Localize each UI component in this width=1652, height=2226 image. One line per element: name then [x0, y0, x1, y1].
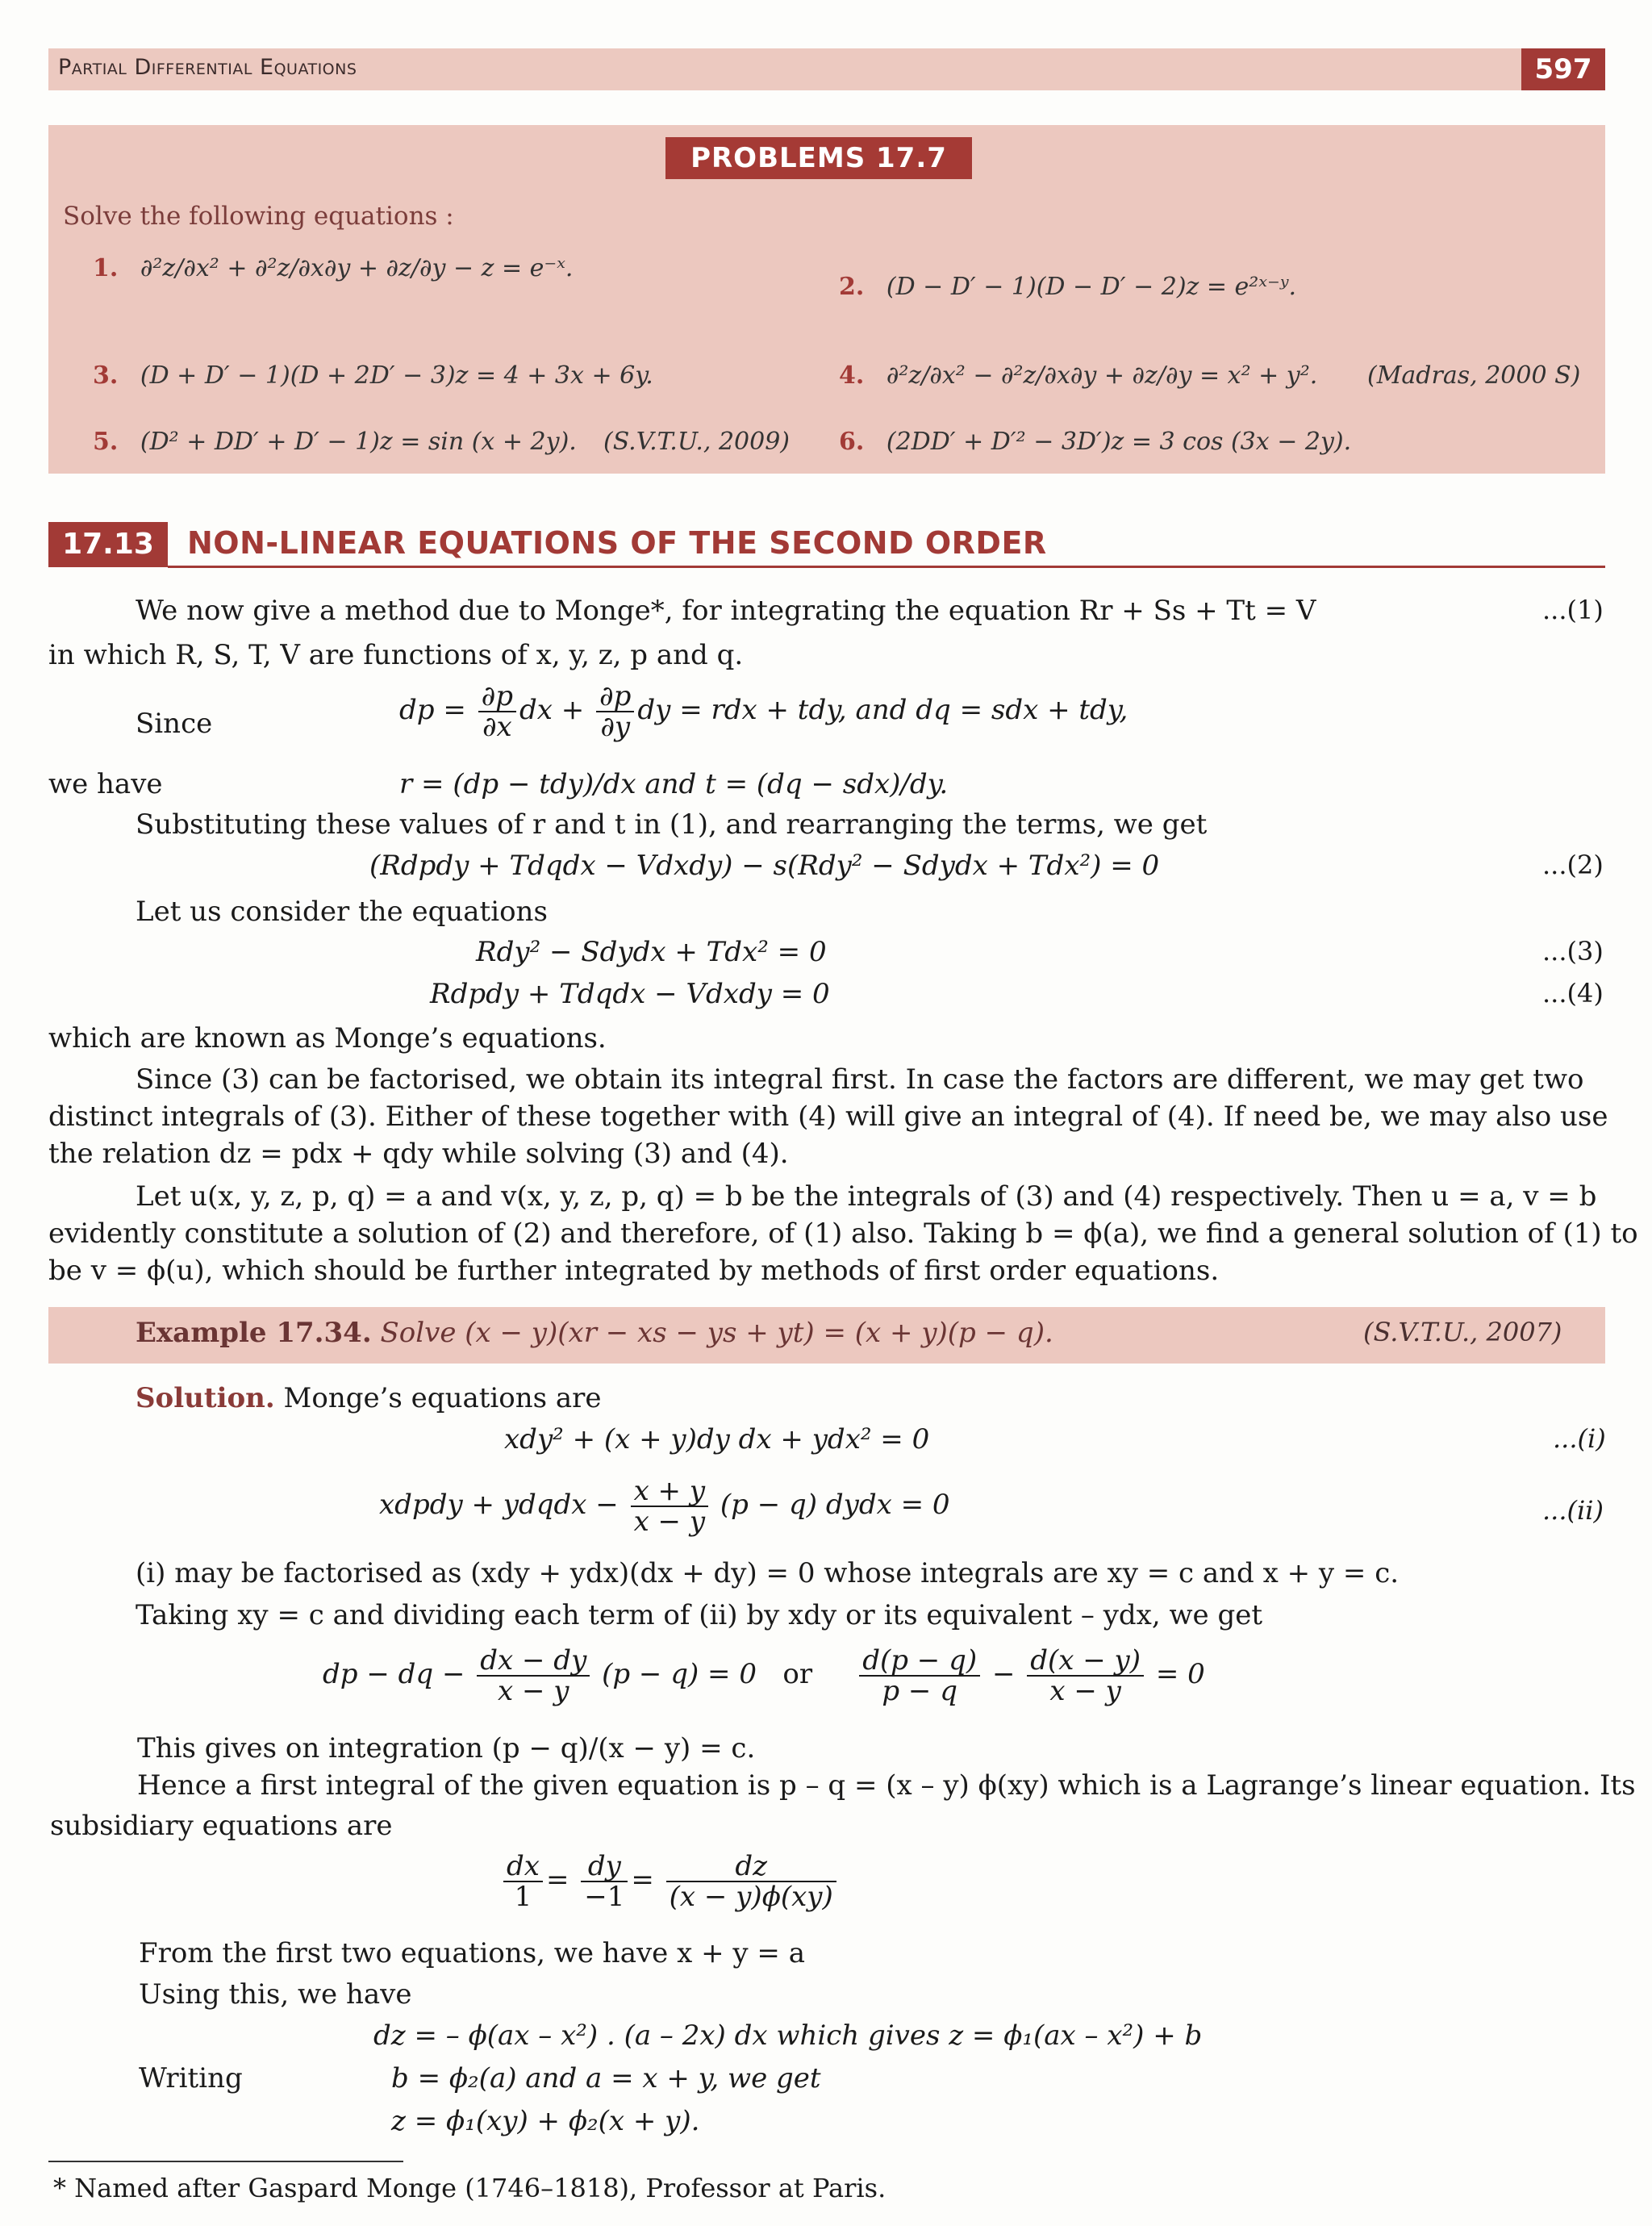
paragraph-3-line-1: Let u(x, y, z, p, q) = a and v(x, y, z, p, q) = b be the integrals of (3) and (4) respectively. Then u = a, v = b [136, 1180, 1597, 1213]
paragraph-2-line-3: the relation dz = pdx + qdy while solving (3) and (4). [48, 1138, 789, 1170]
problems-label: PROBLEMS 17.7 [665, 137, 972, 179]
example-statement: Solve (x − y)(xr − xs − ys + yt) = (x + y)(p − q). [380, 1317, 1053, 1349]
footnote: * Named after Gaspard Monge (1746–1818), Professor at Paris. [53, 2173, 886, 2203]
example-source: (S.V.T.U., 2007) [1363, 1317, 1562, 1347]
equation-ii-tail: (p − q) dydx = 0 [720, 1489, 950, 1521]
page-number: 597 [1521, 48, 1605, 90]
equation-ii-head: xdpdy + ydqdx − [379, 1489, 619, 1521]
solution-line-4b: subsidiary equations are [50, 1810, 393, 1842]
equation-4: Rdpdy + Tdqdx − Vdxdy = 0 [430, 978, 830, 1010]
solution-line-2: Taking xy = c and dividing each term of (ii) by xdy or its equivalent – ydx, we get [136, 1599, 1263, 1631]
paragraph-3-line-3: be v = ϕ(u), which should be further integrated by methods of first order equations. [48, 1255, 1220, 1287]
solution-line-1: (i) may be factorised as (xdy + ydx)(dx + dy) = 0 whose integrals are xy = c and x + y = c. [136, 1557, 1400, 1589]
fraction: $\frac{dx - dy}{x - y}$ [477, 1646, 590, 1706]
equation-label-2: ...(2) [1542, 850, 1604, 880]
equation-label-i: ...(i) [1553, 1423, 1606, 1454]
solution-line-9: z = ϕ₁(xy) + ϕ₂(x + y). [391, 2105, 700, 2137]
paragraph-1a: We now give a method due to Monge*, for integrating the equation Rr + Ss + Tt = V [136, 595, 1316, 627]
equation-i: xdy² + (x + y)dy dx + ydx² = 0 [504, 1423, 930, 1455]
solution-line-3: This gives on integration (p − q)/(x − y) = c. [137, 1732, 756, 1765]
fraction: $\frac{d(x - y)}{x - y}$ [1027, 1646, 1144, 1706]
fraction: $\frac{dz}{(x - y)\phi(xy)}$ [666, 1852, 836, 1911]
fraction: $\frac{d(p - q)}{p - q}$ [859, 1646, 980, 1706]
fraction: $\frac{dy}{-1}$ [581, 1852, 628, 1911]
problem-4 [839, 361, 1317, 390]
solution-line-4a: Hence a first integral of the given equation is p – q = (x – y) ϕ(xy) which is a Lagrange’s linear equation. Its [137, 1769, 1636, 1802]
paragraph-2-line-2: distinct integrals of (3). Either of these together with (4) will give an integral of (4). If need be, we may also use [48, 1100, 1608, 1133]
equation-2: (Rdpdy + Tdqdx − Vdxdy) − s(Rdy² − Sdydx + Tdx²) = 0 [369, 850, 1160, 882]
section-number: 17.13 [48, 522, 168, 567]
problem-equation: (D + D′ − 1)(D + 2D′ − 3)z = 4 + 3x + 6y. [140, 361, 653, 390]
problem-1 [93, 254, 573, 282]
solution-intro [136, 1382, 602, 1414]
problem-equation: (D − D′ − 1)(D − D′ − 2)z = e²ˣ⁻ʸ. [886, 273, 1297, 301]
subsidiary-equations: $\frac{dx}{1}$ = $\frac{dy}{-1}$ = $\frac{dz}{(x - y)\phi(xy)}$ [500, 1852, 840, 1911]
writing-label: Writing [139, 2062, 243, 2094]
dp-dq-equation: dp − dq − $\frac{dx - dy}{x - y}$ (p − q) = 0 or $\frac{d(p - q)}{p - q}$ − $\frac{d(x - y)}{x - y}$ = 0 [323, 1644, 1205, 1707]
paragraph-2-line-1: Since (3) can be factorised, we obtain its integral first. In case the factors are different, we may get two [136, 1063, 1584, 1096]
problem-number: 5. [93, 428, 119, 456]
we-have-label: we have [48, 768, 163, 800]
solution-line-7: dz = – ϕ(ax – x²) . (a – 2x) dx which gives z = ϕ₁(ax – x²) + b [373, 2019, 1203, 2052]
problem-number: 3. [93, 361, 119, 390]
solution-intro-text: Monge’s equations are [283, 1382, 602, 1414]
substituting-text: Substituting these values of r and t in (1), and rearranging the terms, we get [136, 808, 1208, 841]
problem-5 [93, 428, 577, 456]
section-rule [168, 566, 1605, 568]
equation-3: Rdy² − Sdydx + Tdx² = 0 [476, 936, 827, 968]
equation-label-4: ...(4) [1542, 978, 1604, 1009]
problem-3 [93, 361, 653, 390]
paragraph-3-line-2: evidently constitute a solution of (2) and therefore, of (1) also. Taking b = ϕ(a), we find a general solution of (1) to [48, 1217, 1638, 1250]
equation-label-ii: ...(ii) [1542, 1495, 1604, 1526]
problem-equation: (D² + DD′ + D′ − 1)z = sin (x + 2y). [140, 428, 577, 456]
equation-ii [379, 1476, 950, 1536]
fraction: $\frac{\partial p}{\partial x}$ [478, 682, 516, 741]
paragraph-1b: in which R, S, T, V are functions of x, y, z, p and q. [48, 639, 744, 671]
problem-5-source: (S.V.T.U., 2009) [603, 428, 791, 456]
problem-number: 6. [839, 428, 865, 456]
problem-number: 4. [839, 361, 865, 390]
example-heading [136, 1317, 1053, 1349]
footnote-rule [48, 2161, 403, 2162]
section-title: NON-LINEAR EQUATIONS OF THE SECOND ORDER [187, 525, 1047, 561]
problem-4-source: (Madras, 2000 S) [1367, 361, 1581, 390]
solution-label: Solution. [136, 1382, 275, 1414]
solution-line-8: b = ϕ₂(a) and a = x + y, we get [391, 2062, 821, 2094]
r-t-equation: r = (dp − tdy)/dx and t = (dq − sdx)/dy. [399, 768, 949, 800]
known-as-text: which are known as Monge’s equations. [48, 1022, 607, 1055]
let-consider-text: Let us consider the equations [136, 896, 548, 928]
since-label: Since [136, 708, 213, 740]
dp-equation-tail: = rdx + tdy, and dq = sdx + tdy, [679, 694, 1128, 726]
fraction: $\frac{dx}{1}$ [503, 1852, 543, 1911]
problem-number: 1. [93, 254, 119, 282]
problem-equation: ∂²z/∂x² − ∂²z/∂x∂y + ∂z/∂y = x² + y². [886, 361, 1318, 390]
fraction: $\frac{\partial p}{\partial y}$ [596, 682, 634, 741]
problem-6 [839, 428, 1351, 456]
example-label: Example 17.34. [136, 1317, 372, 1349]
equation-label-1: ...(1) [1542, 595, 1604, 625]
problem-equation: (2DD′ + D′² − 3D′)z = 3 cos (3x − 2y). [886, 428, 1352, 456]
problem-number: 2. [839, 273, 865, 301]
problems-intro: Solve the following equations : [63, 202, 454, 231]
solution-line-5: From the first two equations, we have x + y = a [139, 1937, 805, 1969]
problem-equation: ∂²z/∂x² + ∂²z/∂x∂y + ∂z/∂y − z = e⁻ˣ. [140, 254, 574, 282]
dp-equation: dp = $\frac{\partial p}{\partial x}$ dx + $\frac{\partial p}{\partial y}$ dy = rdx + tdy, and dq = sdx + tdy, [399, 680, 1128, 743]
problem-2 [839, 273, 1296, 301]
solution-line-6: Using this, we have [139, 1978, 412, 2011]
fraction: $\frac{x + y}{x - y}$ [631, 1476, 709, 1536]
running-title: Partial Differential Equations [58, 55, 357, 80]
equation-label-3: ...(3) [1542, 936, 1604, 967]
